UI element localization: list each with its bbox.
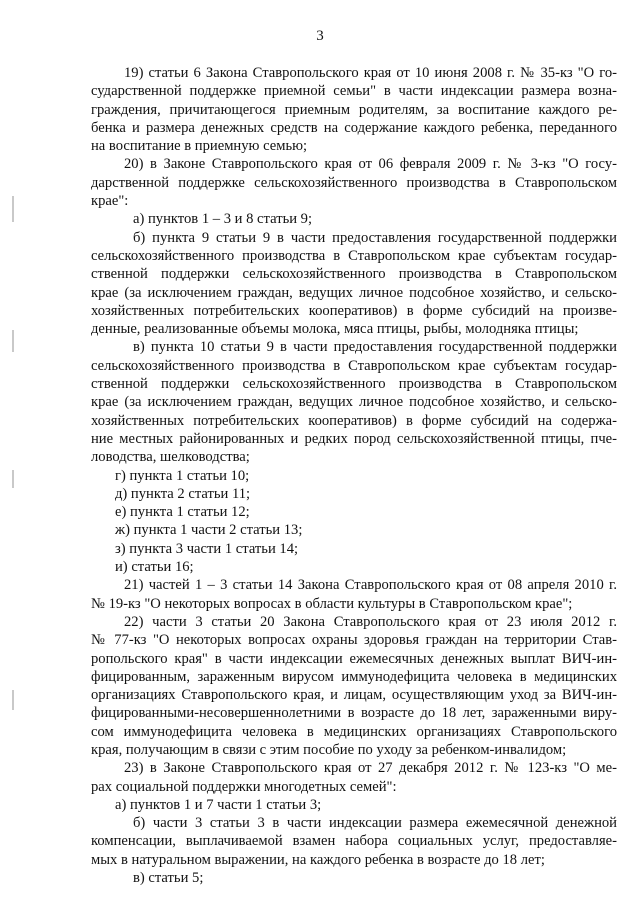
page-number: 3 bbox=[316, 28, 324, 44]
text-line: б) части 3 статьи 3 в части индексации размера ежемесячной денежной bbox=[133, 815, 617, 832]
text-line: сом иммунодефицита человека в медицинских организациях Ставропольского bbox=[91, 723, 617, 740]
text-line: 21) частей 1 – 3 статьи 14 Закона Ставропольского края от 08 апреля 2010 г. bbox=[124, 577, 617, 594]
text-line: бенка и размера денежных средств на содержание каждого ребенка, переданного bbox=[91, 119, 617, 136]
text-line: крае": bbox=[91, 193, 129, 210]
text-line: и) статьи 16; bbox=[115, 559, 194, 576]
text-line: фицированным, зараженным вирусом иммунодефицита человека в медицинских bbox=[91, 668, 617, 685]
document-body bbox=[91, 64, 617, 887]
text-line: в) пункта 10 статьи 9 в части предоставления государственной поддержки bbox=[133, 339, 617, 356]
text-line: компенсации, выплачиваемой взамен набора социальных услуг, предоставляе- bbox=[91, 833, 617, 850]
text-line: денные, реализованные объемы молока, мяса птицы, рыбы, молодняка птицы; bbox=[91, 321, 579, 338]
text-line: 22) части 3 статьи 20 Закона Ставропольского края от 23 июля 2012 г. bbox=[124, 613, 617, 630]
text-line: ние местных районированных и редких пород сельскохозяйственной птицы, пче- bbox=[91, 430, 617, 447]
text-line: № 77-кз "О некоторых вопросах охраны здоровья граждан на территории Став- bbox=[91, 632, 617, 649]
scan-margin-mark bbox=[12, 330, 14, 352]
scan-margin-mark bbox=[12, 690, 14, 710]
text-line: ственной поддержки сельскохозяйственного производства в Ставропольском bbox=[91, 376, 617, 393]
text-line: ловодства, шелководства; bbox=[91, 449, 250, 466]
text-line: б) пункта 9 статьи 9 в части предоставления государственной поддержки bbox=[133, 229, 617, 246]
text-line: дарственной поддержке сельскохозяйственного производства в Ставропольском bbox=[91, 174, 617, 191]
text-line: з) пункта 3 части 1 статьи 14; bbox=[115, 540, 299, 557]
text-line: сударственной поддержке приемной семьи" в части индексации размера возна- bbox=[91, 83, 617, 100]
text-line: граждения, причитающегося приемным родителям, за воспитание каждого ре- bbox=[91, 101, 617, 118]
text-line: ж) пункта 1 части 2 статьи 13; bbox=[115, 522, 303, 539]
text-line: организациях Ставропольского края, и лицам, осуществляющим уход за ВИЧ-ин- bbox=[91, 687, 617, 704]
text-line: крае (за исключением граждан, ведущих личное подсобное хозяйство, и сельско- bbox=[91, 284, 617, 301]
text-line: ственной поддержки сельскохозяйственного производства в Ставропольском bbox=[91, 266, 617, 283]
scan-margin-mark bbox=[12, 470, 14, 488]
text-line: хозяйственных потребительских кооперативов) в форме субсидий на произве- bbox=[91, 302, 617, 319]
text-line: г) пункта 1 статьи 10; bbox=[115, 467, 250, 484]
text-line: сельскохозяйственного производства в Ставропольском крае субъектам государ- bbox=[91, 357, 617, 374]
text-line: ропольского края" в части индексации ежемесячных денежных выплат ВИЧ-ин- bbox=[91, 650, 617, 667]
text-line: хозяйственных потребительских кооперативов) в форме субсидий на содержа- bbox=[91, 412, 617, 429]
text-line: а) пунктов 1 и 7 части 1 статьи 3; bbox=[115, 796, 322, 813]
text-line: № 19-кз "О некоторых вопросах в области культуры в Ставропольском крае"; bbox=[91, 595, 573, 612]
text-line: а) пунктов 1 – 3 и 8 статьи 9; bbox=[133, 211, 313, 228]
text-line: 23) в Законе Ставропольского края от 27 декабря 2012 г. № 123-кз "О ме- bbox=[124, 760, 617, 777]
scan-margin-mark bbox=[12, 196, 14, 222]
text-line: рах социальной поддержки многодетных семей": bbox=[91, 778, 397, 795]
text-line: 20) в Законе Ставропольского края от 06 февраля 2009 г. № 3-кз "О госу- bbox=[124, 156, 617, 173]
text-line: д) пункта 2 статьи 11; bbox=[115, 485, 251, 502]
text-line: сельскохозяйственного производства в Ставропольском крае субъектам государ- bbox=[91, 247, 617, 264]
text-line: мых в натуральном выражении, на каждого ребенка в возрасте до 18 лет; bbox=[91, 851, 545, 868]
text-line: края, получающим в связи с этим пособие по уходу за ребенком-инвалидом; bbox=[91, 741, 567, 758]
text-line: крае (за исключением граждан, ведущих личное подсобное хозяйство, и сельско- bbox=[91, 394, 617, 411]
text-line: фицированными-несовершеннолетними в возрасте до 18 лет, зараженными виру- bbox=[91, 705, 617, 722]
text-line: на воспитание в приемную семью; bbox=[91, 138, 308, 155]
text-line: 19) статьи 6 Закона Ставропольского края от 10 июня 2008 г. № 35-кз "О го- bbox=[124, 65, 617, 81]
text-line: е) пункта 1 статьи 12; bbox=[115, 504, 250, 521]
text-line: в) статьи 5; bbox=[133, 870, 204, 887]
